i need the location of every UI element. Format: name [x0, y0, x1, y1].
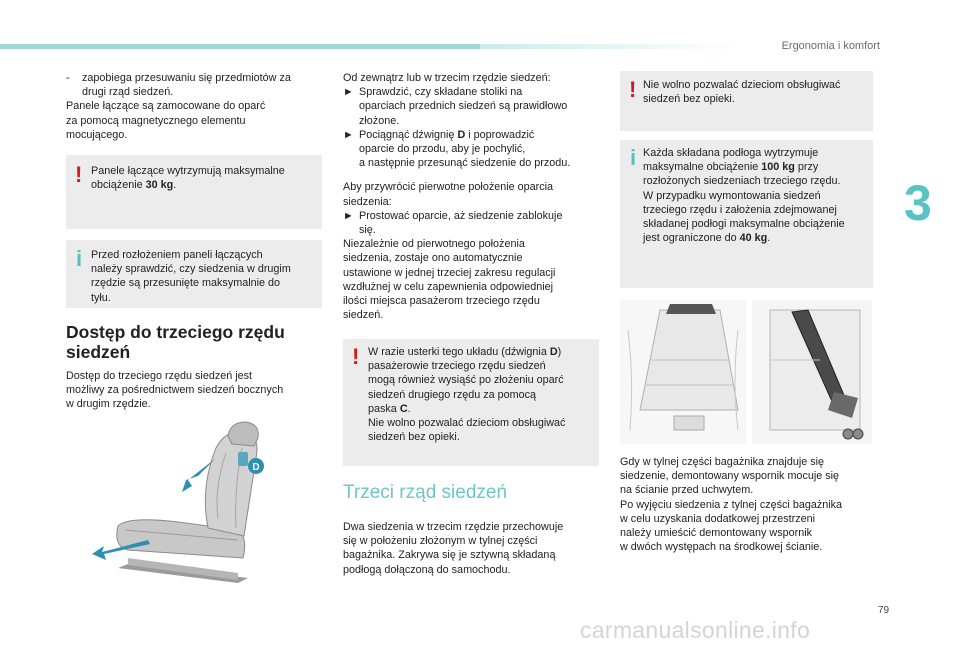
col2-instructions: Od zewnątrz lub w trzecim rzędzie siedzeń: ► Sprawdzić, czy składane stoliki na oparciach przednich siedzeń są prawidłowo złożone. ► Pociągnąć dźwignię D i poprowadzić oparcie do przodu, aby je pochylić, a następnie przesunąć siedzenie do przodu. Aby przywrócić pierwotne położenie oparcia siedzenia: ► Prostować oparcie, aż siedzenie zablokuje się. Niezależnie od pierwotnego położenia siedzenia, zostaje ono automatycznie ustawione w jednej trzeciej zakresu regulacji wzdłużnej w celu zapewnienia odpowiedniej ilości miejsca pasażerom trzeciego rzędu siedzeń.: [343, 72, 571, 322]
bullet-arrow-icon: ►: [343, 128, 354, 141]
col1-intro: - zapobiega przesuwaniu się przedmiotów za drugi rząd siedzeń. Panele łączące są zamocowane do oparć za pomocą magnetycznego elementu mocującego.: [66, 72, 291, 141]
info-box-panels: i Przed rozłożeniem paneli łączących należy sprawdzić, czy siedzenia w drugim rzędzie są przesunięte maksymalnie do tyłu.: [66, 240, 322, 308]
boot-bracket: [666, 304, 716, 314]
col3-bracket-text: Gdy w tylnej części bagażnika znajduje się siedzenie, demontowany wspornik mocuje się na ścianie przed uchwytem. Po wyjęciu siedzenia z tylnej części bagażnika w celu uzyskania dodatkowej przestrzeni należy umieścić demontowany wspornik w dwóch występach na środkowej ścianie.: [620, 456, 843, 554]
heading-third-row-access: Dostęp do trzeciego rzędu siedzeń: [66, 322, 285, 362]
section-title: Ergonomia i komfort: [781, 40, 880, 52]
chapter-number: 3: [904, 175, 932, 231]
bullet-arrow-icon: ►: [343, 209, 354, 222]
mount-knob-icon: [853, 429, 863, 439]
seat-illustration: [88, 418, 284, 590]
mount-knob-icon: [843, 429, 853, 439]
warning-icon: !: [629, 77, 637, 102]
warning-box-children: ! Nie wolno pozwalać dzieciom obsługiwać siedzeń bez opieki.: [620, 71, 873, 131]
info-icon: i: [76, 246, 83, 271]
seat-headrest: [228, 422, 258, 446]
header-accent-bar: [0, 44, 480, 49]
page-number: 79: [878, 605, 890, 616]
boot-left-view: [620, 300, 746, 444]
col1-access-text: Dostęp do trzeciego rzędu siedzeń jest możliwy za pośrednictwem siedzeń bocznych w drugim rzędzie.: [66, 370, 284, 411]
warning-box-load: ! Panele łączące wytrzymują maksymalne obciążenie 30 kg.: [66, 155, 322, 229]
heading-third-row: Trzeci rząd siedzeń: [343, 482, 508, 503]
bullet-arrow-icon: ►: [343, 86, 354, 99]
info-box-floor: i Każda składana podłoga wytrzymuje maksymalne obciążenie 100 kg przy rozłożonych siedzeniach trzeciego rzędu. W przypadku wymontowania siedzeń trzeciego rzędu i założenia zdejmowanej składanej podłogi maksymalne obciążenie jest ograniczone do 40 kg.: [620, 140, 873, 288]
dash-marker: -: [66, 72, 70, 84]
warning-icon: !: [75, 162, 83, 187]
footer-watermark: carmanualsonline.info: [580, 617, 811, 643]
header-accent-fade: [480, 44, 740, 49]
info-icon: i: [630, 145, 637, 170]
lever: [238, 452, 248, 466]
boot-right-view: [752, 300, 872, 444]
warning-icon: !: [352, 344, 360, 369]
seat-backrest: [205, 431, 260, 536]
col2-section-text: Dwa siedzenia w trzecim rzędzie przechowuje się w położeniu złożonym w tylnej części bagażnika. Zakrywa się je sztywną składaną podłogą dołączoną do samochodu.: [343, 521, 564, 576]
label-d-text: D: [252, 462, 260, 473]
warning-box-fault: ! W razie usterki tego układu (dźwignia D) pasażerowie trzeciego rzędu siedzeń mogą również wysiąść po złożeniu oparć siedzeń drugiego rzędu za pomocą paska C. Nie wolno pozwalać dzieciom obsługiwać siedzeń bez opieki.: [343, 339, 599, 466]
boot-illustration: [620, 300, 872, 444]
